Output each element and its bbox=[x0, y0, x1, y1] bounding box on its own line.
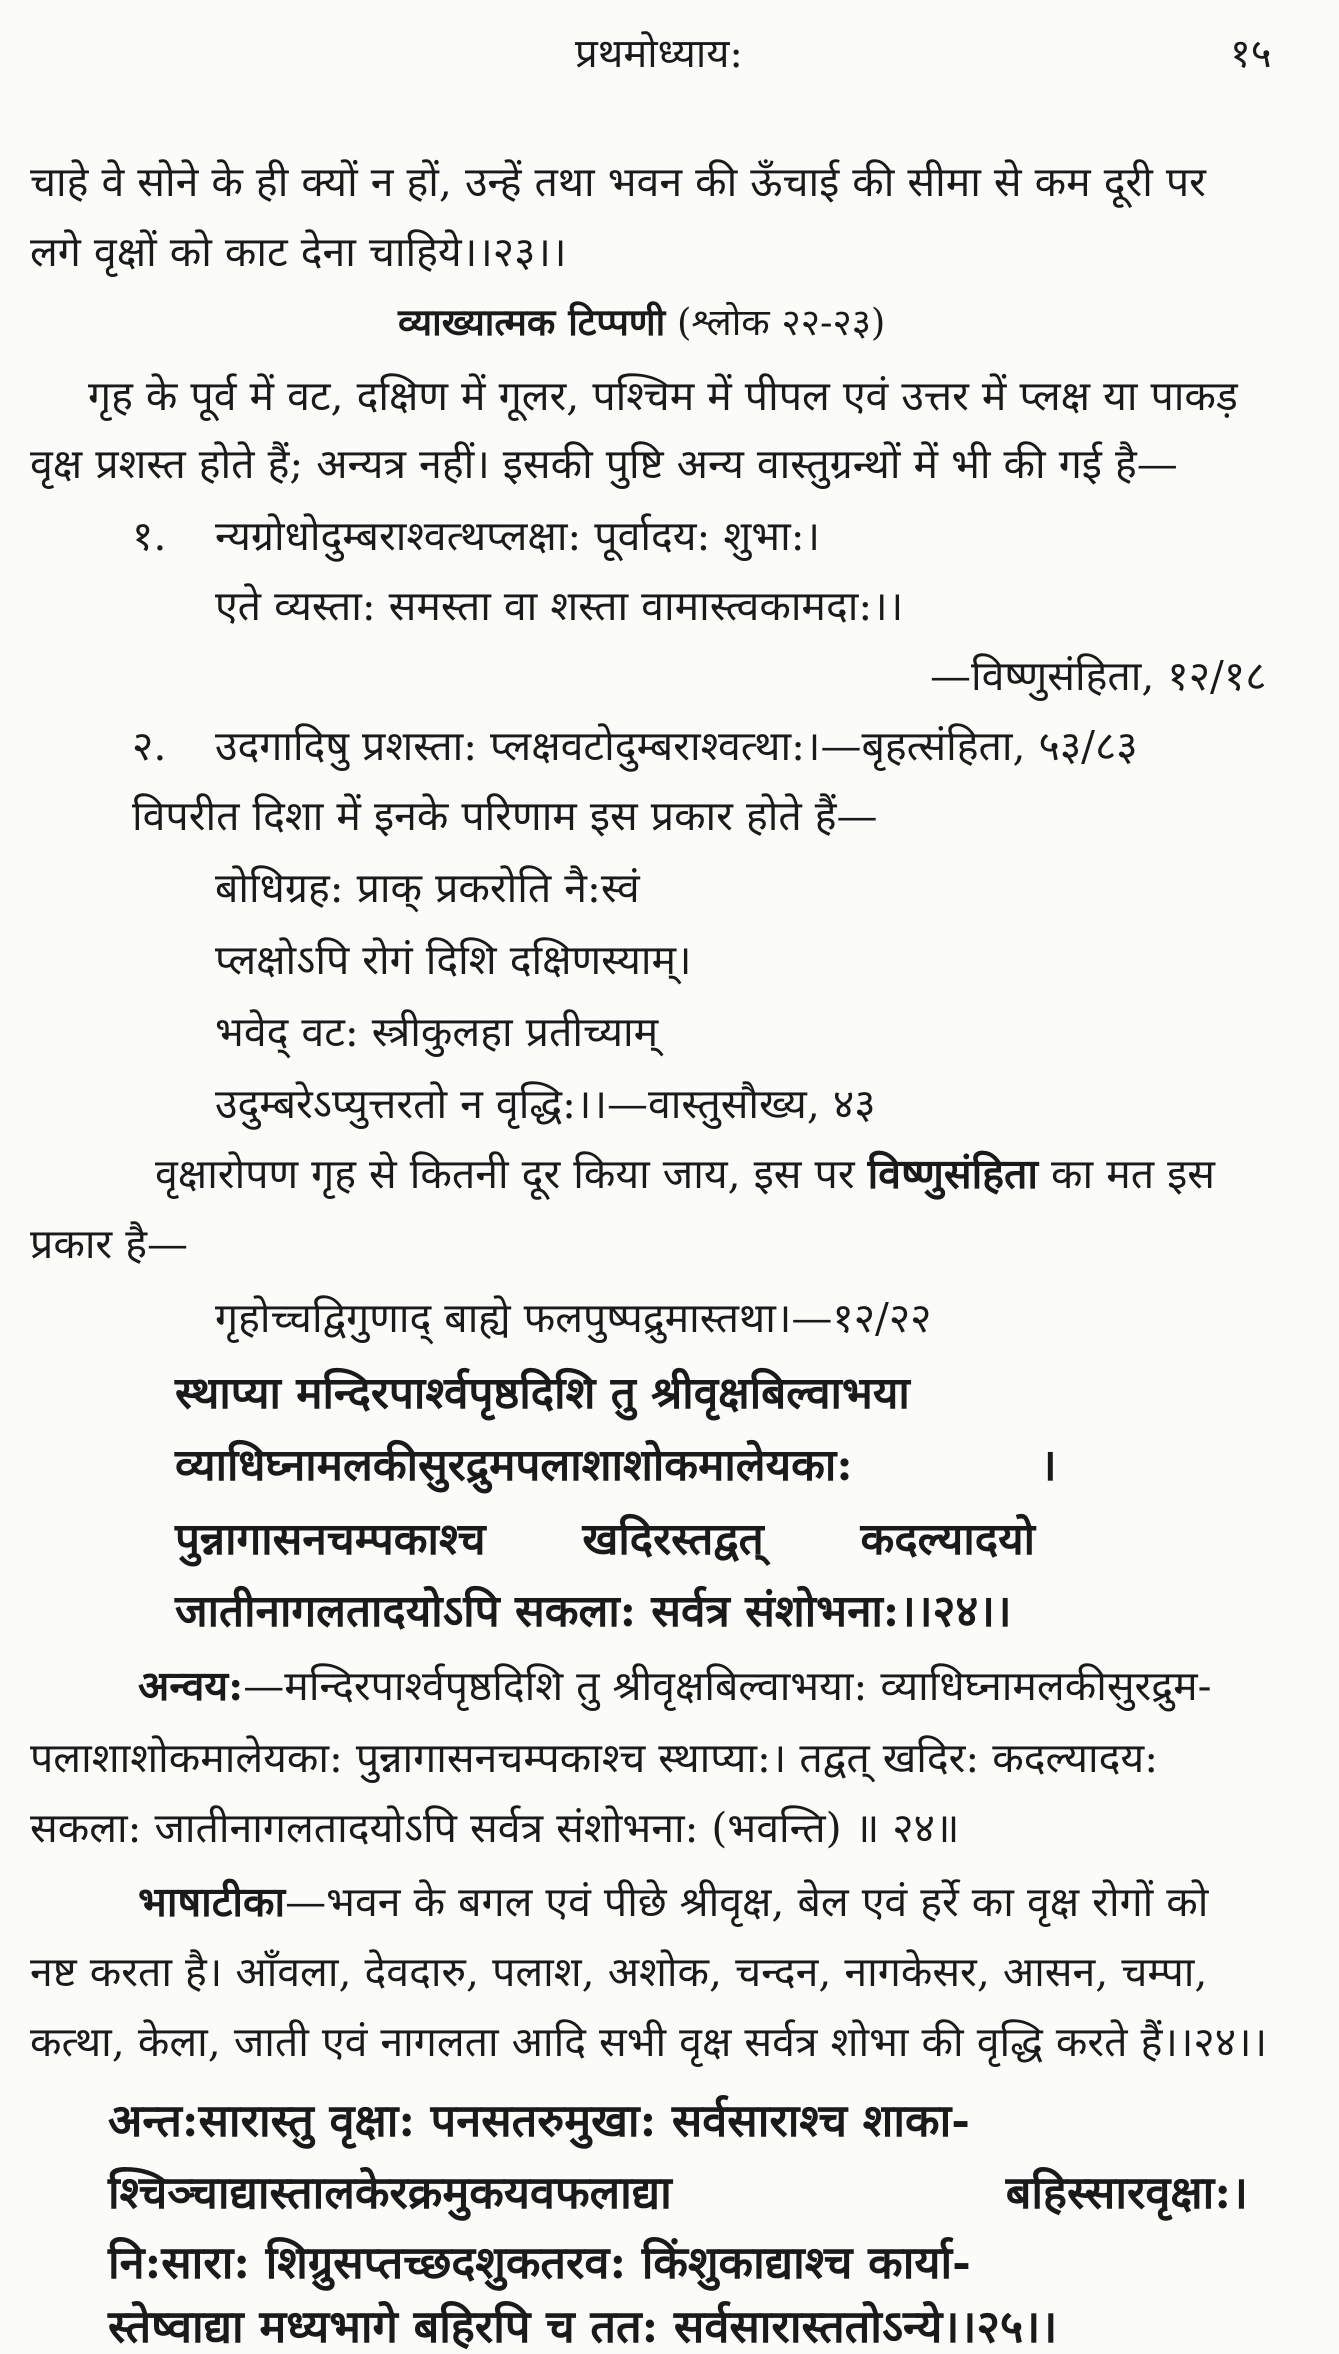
verse-line: अन्त:सारास्तु वृक्षा: पनसतरुमुखा: सर्वसाराश्च शाका- bbox=[108, 2094, 970, 2147]
commentary-heading-bold: व्याख्यात्मक टिप्पणी bbox=[398, 300, 666, 344]
verse-line bbox=[175, 1514, 1035, 1567]
bhashatika-line bbox=[138, 1878, 1208, 1927]
quote-line: भवेद् वट: स्त्रीकुलहा प्रतीच्याम् bbox=[215, 1008, 659, 1056]
verse-line: स्तेष्वाद्या मध्यभागे बहिरपि च तत: सर्वसारास्ततोऽन्ये।।२५।। bbox=[108, 2300, 1058, 2353]
quote-line: बोधिग्रह: प्राक् प्रकरोति नै:स्वं bbox=[215, 864, 640, 912]
commentary-line: प्रकार है— bbox=[30, 1220, 189, 1268]
quote-source: —विष्णुसंहिता, १२/१८ bbox=[930, 652, 1267, 700]
verse-word: कदल्यादयो bbox=[860, 1514, 1035, 1565]
prev-paragraph-line: लगे वृक्षों को काट देना चाहिये।।२३।। bbox=[30, 228, 567, 276]
text-span: वृक्षारोपण गृह से कितनी दूर किया जाय, इस पर bbox=[155, 1150, 868, 1198]
verse-line: स्थाप्या मन्दिरपार्श्वपृष्ठदिशि तु श्रीवृक्षबिल्वाभया bbox=[175, 1368, 910, 1419]
quote-line: उदुम्बरेऽप्युत्तरतो न वृद्धि:।।—वास्तुसौख्य, ४३ bbox=[215, 1080, 876, 1128]
quote-line: गृहोच्चद्विगुणाद् बाह्ये फलपुष्पद्रुमास्तथा।—१२/२२ bbox=[215, 1294, 932, 1342]
quote-line: न्यग्रोधोदुम्बराश्वत्थप्लक्षा: पूर्वादय: शुभा:। bbox=[215, 512, 821, 560]
quote-line: एते व्यस्ता: समस्ता वा शस्ता वामास्त्वकामदा:।। bbox=[215, 582, 904, 630]
verse-word: खदिरस्तद्वत् bbox=[582, 1514, 764, 1565]
bhashatika-line: कत्था, केला, जाती एवं नागलता आदि सभी वृक्ष सर्वत्र शोभा की वृद्धि करते हैं।।२४।। bbox=[30, 2018, 1268, 2066]
quote-number: २. bbox=[132, 722, 167, 770]
verse-danda: । bbox=[1040, 1440, 1057, 1491]
anvaya-line bbox=[138, 1662, 1211, 1711]
verse-word: पुन्नागासनचम्पकाश्च bbox=[175, 1514, 486, 1565]
page-number: १५ bbox=[1230, 31, 1272, 77]
verse-line bbox=[108, 2166, 1248, 2220]
bhashatika-label: भाषाटीका bbox=[138, 1878, 286, 1926]
quote-line: प्लक्षोऽपि रोगं दिशि दक्षिणस्याम्। bbox=[215, 936, 692, 984]
bhashatika-line: नष्ट करता है। आँवला, देवदारु, पलाश, अशोक, चन्दन, नागकेसर, आसन, चम्पा, bbox=[30, 1948, 1208, 1996]
text-span: का मत इस bbox=[1038, 1150, 1215, 1198]
verse-line: व्याधिघ्नामलकीसुरद्रुमपलाशाशोकमालेयका: bbox=[175, 1440, 853, 1491]
anvaya-label: अन्वय: bbox=[138, 1662, 244, 1710]
commentary-paragraph-line: वृक्ष प्रशस्त होते हैं; अन्यत्र नहीं। इसकी पुष्टि अन्य वास्तुग्रन्थों में भी की गई है— bbox=[30, 440, 1178, 488]
anvaya-line: सकला: जातीनागलतादयोऽपि सर्वत्र संशोभना: (भवन्ति) ॥ २४॥ bbox=[30, 1804, 960, 1852]
verse-word: श्चिञ्चाद्यास्तालकेरक्रमुकयवफलाद्या bbox=[108, 2166, 672, 2219]
anvaya-line: पलाशाशोकमालेयका: पुन्नागासनचम्पकाश्च स्थाप्या:। तद्वत् खदिर: कदल्यादय: bbox=[30, 1734, 1159, 1782]
verse-line: नि:सारा: शिग्रुसप्तच्छदशुकतरव: किंशुकाद्याश्च कार्या- bbox=[108, 2236, 971, 2289]
running-header-title: प्रथमोध्याय: bbox=[575, 31, 743, 77]
prev-paragraph-line: चाहे वे सोने के ही क्यों न हों, उन्हें तथा भवन की ऊँचाई की सीमा से कम दूरी पर bbox=[30, 158, 1206, 206]
text-span: —मन्दिरपार्श्वपृष्ठदिशि तु श्रीवृक्षबिल्वाभया: व्याधिघ्नामलकीसुरद्रुम- bbox=[243, 1662, 1212, 1710]
quote-line: उदगादिषु प्रशस्ता: प्लक्षवटोदुम्बराश्वत्था:।—बृहत्संहिता, ५३/८३ bbox=[215, 722, 1138, 770]
quote-number: १. bbox=[132, 512, 167, 560]
text-span: —भवन के बगल एवं पीछे श्रीवृक्ष, बेल एवं हर्रे का वृक्ष रोगों को bbox=[285, 1878, 1209, 1926]
verse-word: बहिस्सारवृक्षा:। bbox=[1005, 2166, 1248, 2219]
commentary-heading bbox=[398, 300, 885, 345]
commentary-line bbox=[155, 1150, 1215, 1199]
commentary-heading-ref: (श्लोक २२-२३) bbox=[665, 301, 886, 344]
commentary-line: विपरीत दिशा में इनके परिणाम इस प्रकार होते हैं— bbox=[132, 792, 878, 840]
verse-line: जातीनागलतादयोऽपि सकला: सर्वत्र संशोभना:।।२४।। bbox=[175, 1586, 1012, 1637]
commentary-paragraph-line: गृह के पूर्व में वट, दक्षिण में गूलर, पश्चिम में पीपल एवं उत्तर में प्लक्ष या पाकड़ bbox=[88, 372, 1238, 420]
bold-source-title: विष्णुसंहिता bbox=[867, 1150, 1039, 1198]
